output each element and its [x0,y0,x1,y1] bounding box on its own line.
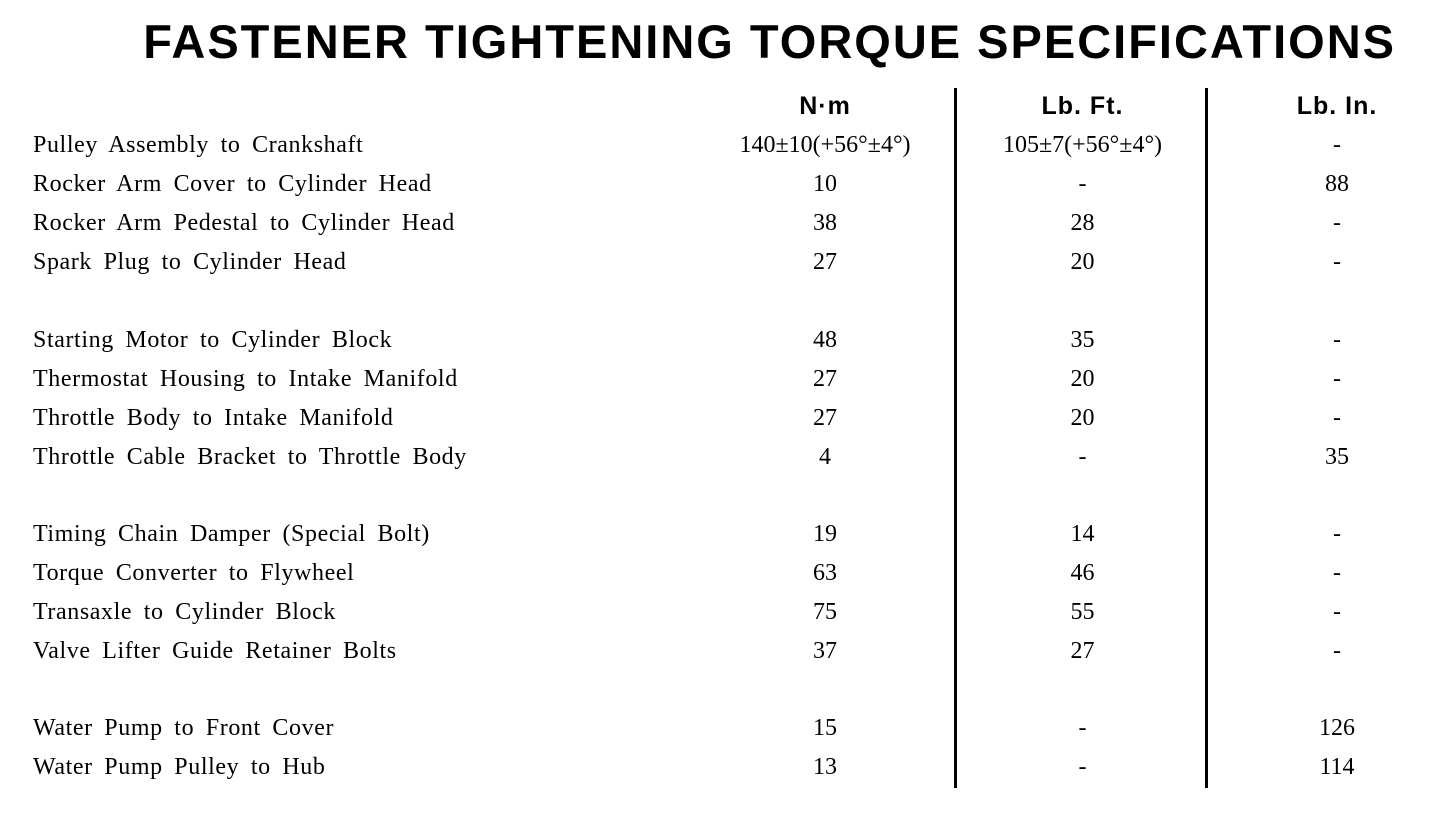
torque-nm-value: 27 [813,249,837,275]
torque-lbin-value: - [1333,405,1341,431]
torque-lbin-value: 126 [1319,715,1355,741]
page-title: FASTENER TIGHTENING TORQUE SPECIFICATIONS [143,15,1396,68]
torque-lbft-value: 35 [1070,327,1095,353]
torque-lbft-value: 46 [1070,560,1095,586]
table-row [0,633,1440,669]
table-row [0,322,1440,358]
torque-nm-value: 27 [813,366,837,392]
torque-lbin-value: 114 [1319,754,1355,780]
torque-lbin-value: - [1333,599,1341,625]
table-row [0,127,1440,163]
torque-lbin-value: 88 [1325,171,1349,197]
table-row [0,710,1440,746]
torque-lbft-value: 105±7(+56°±4°) [1002,132,1163,158]
torque-lbin-value: - [1333,366,1341,392]
torque-lbft-value: 27 [1070,638,1095,664]
fastener-description: Spark Plug to Cylinder Head [33,249,347,275]
torque-lbft-value: 14 [1070,521,1095,547]
fastener-description: Rocker Arm Pedestal to Cylinder Head [33,210,455,236]
table-row [0,166,1440,202]
torque-lbin-value: - [1333,327,1341,353]
torque-lbin-value: - [1333,560,1341,586]
table-row [0,400,1440,436]
torque-lbin-value: 35 [1325,444,1349,470]
torque-lbft-value: - [1078,171,1087,197]
torque-lbin-value: - [1333,210,1341,236]
table-row [0,439,1440,475]
torque-nm-value: 140±10(+56°±4°) [739,132,911,158]
fastener-description: Water Pump to Front Cover [33,715,335,741]
table-row [0,594,1440,630]
table-row [0,244,1440,280]
torque-nm-value: 15 [813,715,837,741]
fastener-description: Timing Chain Damper (Special Bolt) [33,521,430,547]
fastener-description: Water Pump Pulley to Hub [33,754,326,780]
fastener-description: Rocker Arm Cover to Cylinder Head [33,171,432,197]
torque-lbft-value: - [1078,444,1087,470]
torque-nm-value: 63 [813,560,837,586]
fastener-description: Torque Converter to Flywheel [33,560,355,586]
torque-nm-value: 4 [819,444,831,470]
column-header-nm: N·m [799,92,851,120]
torque-nm-value: 13 [813,754,837,780]
torque-lbft-value: 20 [1070,366,1095,392]
table-row [0,555,1440,591]
torque-lbft-value: 20 [1070,249,1095,275]
fastener-description: Valve Lifter Guide Retainer Bolts [33,638,397,664]
fastener-description: Thermostat Housing to Intake Manifold [33,366,458,392]
torque-nm-value: 19 [813,521,837,547]
torque-lbin-value: - [1333,638,1341,664]
table-row [0,361,1440,397]
torque-lbft-value: - [1078,715,1087,741]
fastener-description: Throttle Cable Bracket to Throttle Body [33,444,467,470]
torque-nm-value: 27 [813,405,837,431]
torque-lbin-value: - [1333,249,1341,275]
column-header-lbft: Lb. Ft. [1041,92,1124,120]
torque-lbin-value: - [1333,521,1341,547]
table-row [0,749,1440,785]
fastener-description: Pulley Assembly to Crankshaft [33,132,364,158]
torque-nm-value: 48 [813,327,837,353]
torque-lbft-value: - [1078,754,1087,780]
torque-lbft-value: 20 [1070,405,1095,431]
torque-nm-value: 37 [813,638,837,664]
fastener-description: Transaxle to Cylinder Block [33,599,336,625]
column-header-lbin: Lb. In. [1296,92,1378,120]
torque-nm-value: 10 [813,171,837,197]
torque-nm-value: 38 [813,210,837,236]
fastener-description: Starting Motor to Cylinder Block [33,327,393,353]
torque-lbin-value: - [1333,132,1341,158]
torque-lbft-value: 55 [1070,599,1095,625]
torque-lbft-value: 28 [1070,210,1095,236]
fastener-description: Throttle Body to Intake Manifold [33,405,394,431]
table-row [0,516,1440,552]
torque-nm-value: 75 [813,599,837,625]
table-row [0,205,1440,241]
